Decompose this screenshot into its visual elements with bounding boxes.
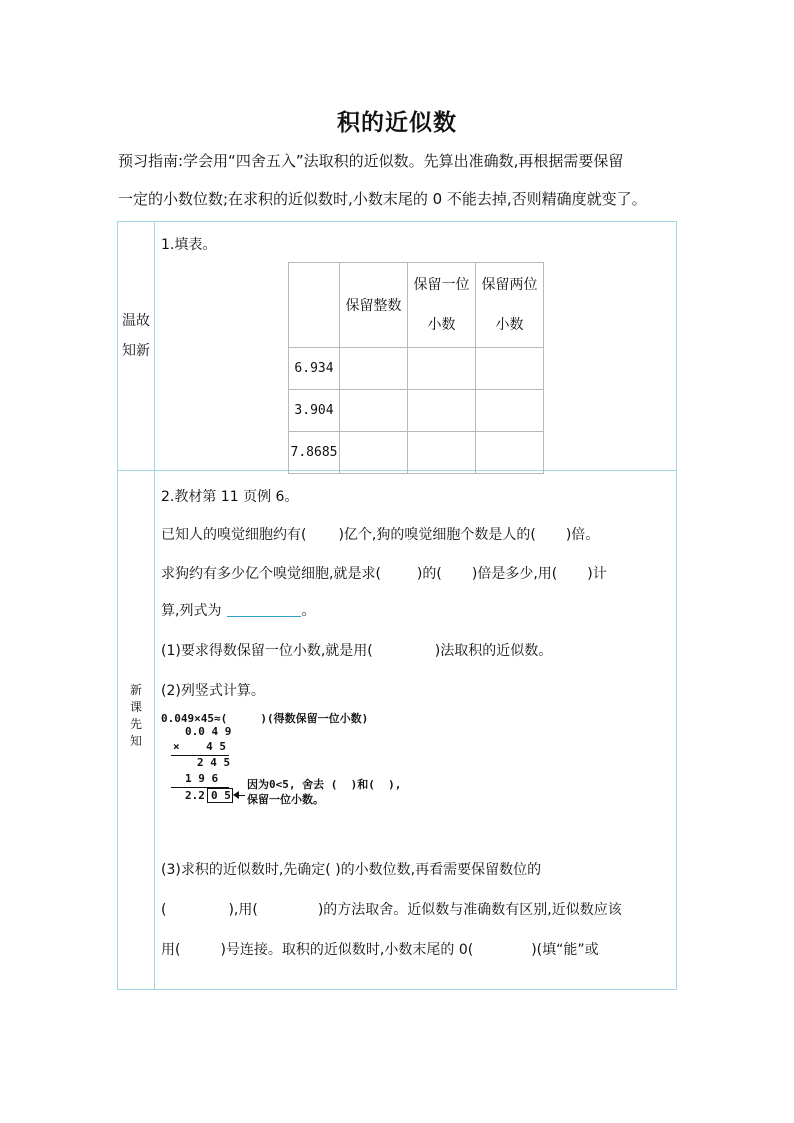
- row-value: 6.934: [289, 348, 340, 390]
- calc-note-2: 保留一位小数。: [247, 793, 324, 806]
- calc-note-1: 因为0<5, 舍去 ( )和( ),: [247, 778, 402, 791]
- table-corner-cell: [289, 263, 340, 348]
- answer-cell[interactable]: [476, 348, 544, 390]
- table-header-row: [289, 263, 544, 348]
- section-label-review: 温故 知新: [122, 313, 150, 359]
- calc-partial-1: 2 4 5: [197, 756, 231, 769]
- q2-sub2: (2)列竖式计算。: [161, 683, 265, 699]
- question-1-heading: 1.填表。: [161, 237, 217, 253]
- page-title: 积的近似数: [337, 110, 457, 136]
- answer-cell[interactable]: [408, 348, 476, 390]
- answer-cell[interactable]: [476, 432, 544, 474]
- q2-sub1: (1)要求得数保留一位小数,就是用( )法取积的近似数。: [161, 643, 553, 659]
- row-value: 3.904: [289, 390, 340, 432]
- worksheet-frame: [117, 221, 677, 990]
- table-row: [289, 390, 544, 432]
- calc-multiplier: × 4 5: [173, 740, 226, 753]
- header-round-integer: 保留整数: [340, 263, 408, 348]
- preview-guide-line2: 一定的小数位数;在求积的近似数时,小数末尾的 0 不能去掉,否则精确度就变了。: [118, 190, 647, 208]
- answer-cell[interactable]: [476, 390, 544, 432]
- q2-sub3-line3: 用( )号连接。取积的近似数时,小数末尾的 0( )(填“能”或: [161, 942, 599, 958]
- arrow-shaft: [237, 795, 245, 796]
- q2-line1: 已知人的嗅觉细胞约有( )亿个,狗的嗅觉细胞个数是人的( )倍。: [161, 527, 600, 543]
- answer-cell[interactable]: [340, 348, 408, 390]
- q2-sub3-line2: ( ),用( )的方法取舍。近似数与准确数有区别,近似数应该: [161, 902, 622, 918]
- q2-line2: 求狗约有多少亿个嗅觉细胞,就是求( )的( )倍是多少,用( )计: [161, 566, 607, 582]
- q2-sub3-line1: (3)求积的近似数时,先确定( )的小数位数,再看需要保留数位的: [161, 862, 542, 878]
- table-row: [289, 348, 544, 390]
- calc-expression: 0.049×45≈( )(得数保留一位小数): [161, 712, 369, 725]
- answer-cell[interactable]: [408, 390, 476, 432]
- calc-partial-2: 1 9 6: [185, 772, 219, 785]
- column-divider: [154, 222, 155, 989]
- vertical-calculation: [161, 710, 461, 810]
- question-2-heading: 2.教材第 11 页例 6。: [161, 489, 299, 505]
- row-value: 7.8685: [289, 432, 340, 474]
- answer-cell[interactable]: [408, 432, 476, 474]
- header-round-two-decimal: 保留两位 小数: [476, 263, 544, 348]
- header-round-one-decimal: 保留一位 小数: [408, 263, 476, 348]
- table-row: [289, 432, 544, 474]
- calc-multiplicand: 0.0 4 9: [185, 725, 232, 738]
- calc-result-tail: 0 5: [211, 789, 231, 802]
- fill-in-table: [288, 262, 544, 474]
- section-label-new-lesson: 新 课 先 知: [129, 683, 142, 748]
- answer-cell[interactable]: [340, 432, 408, 474]
- answer-cell[interactable]: [340, 390, 408, 432]
- q2-line3: 算,列式为 。: [161, 603, 316, 619]
- calc-result-int: 2.2: [185, 789, 205, 802]
- formula-blank[interactable]: [227, 602, 301, 617]
- preview-guide-line1: 预习指南:学会用“四舍五入”法取积的近似数。先算出准确数,再根据需要保留: [118, 152, 624, 170]
